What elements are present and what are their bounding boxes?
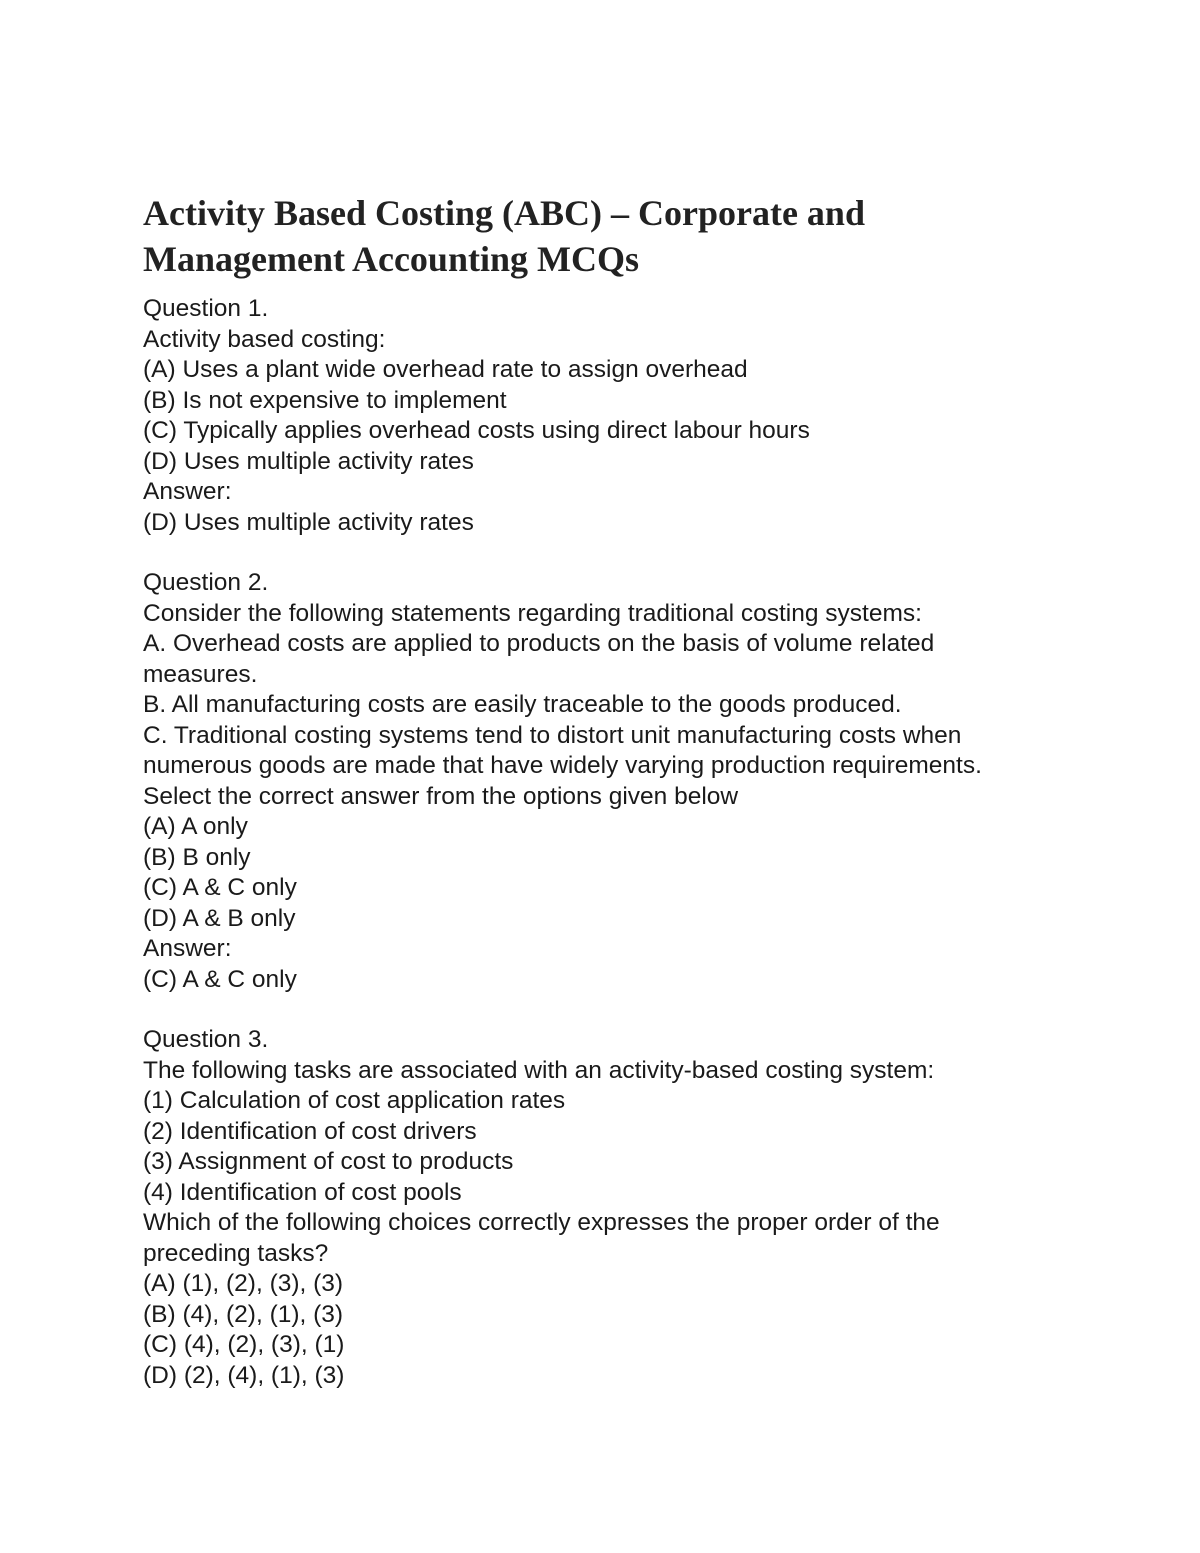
answer-label: Answer: (143, 478, 232, 505)
option-c: (C) Typically applies overhead costs using direct labour hours (143, 417, 810, 444)
question-heading: Question 2. (143, 569, 269, 596)
question-prompt-line: Which of the following choices correctly expresses the proper order of the (143, 1209, 940, 1236)
title-line-1: Activity Based Costing (ABC) – Corporate and (143, 193, 865, 233)
option-a: (A) A only (143, 813, 248, 840)
answer-text: (D) Uses multiple activity rates (143, 508, 474, 536)
option-d: (D) Uses multiple activity rates (143, 447, 474, 475)
document-title (143, 190, 1103, 282)
option-b: (B) (4), (2), (1), (3) (143, 1300, 344, 1328)
option-c: (C) A & C only (143, 874, 297, 901)
question-prompt-line: Select the correct answer from the options given below (143, 782, 739, 810)
question-1 (143, 294, 1103, 538)
question-prompt-line: The following tasks are associated with an activity-based costing system: (143, 1056, 935, 1084)
question-prompt-line: preceding tasks? (143, 1239, 329, 1267)
option-b: (B) B only (143, 843, 251, 871)
option-c: (C) (4), (2), (3), (1) (143, 1331, 345, 1358)
question-prompt-line: C. Traditional costing systems tend to distort unit manufacturing costs when (143, 721, 962, 749)
question-2 (143, 568, 1103, 995)
question-prompt-line: measures. (143, 660, 258, 688)
question-prompt-line: (4) Identification of cost pools (143, 1178, 462, 1206)
question-prompt-line: Consider the following statements regarding traditional costing systems: (143, 599, 922, 627)
question-prompt-line: B. All manufacturing costs are easily traceable to the goods produced. (143, 691, 902, 718)
question-prompt-line: numerous goods are made that have widely varying production requirements. (143, 752, 982, 779)
document-page (143, 190, 1103, 1391)
question-heading: Question 1. (143, 295, 269, 322)
option-d: (D) A & B only (143, 904, 296, 932)
option-a: (A) (1), (2), (3), (3) (143, 1270, 344, 1297)
option-d: (D) (2), (4), (1), (3) (143, 1361, 345, 1389)
answer-label: Answer: (143, 935, 232, 962)
title-line-2: Management Accounting MCQs (143, 239, 639, 279)
question-prompt-line: A. Overhead costs are applied to products on the basis of volume related (143, 630, 935, 657)
option-b: (B) Is not expensive to implement (143, 386, 507, 414)
question-prompt-line: (2) Identification of cost drivers (143, 1117, 477, 1145)
question-3 (143, 1025, 1103, 1391)
answer-text: (C) A & C only (143, 965, 297, 993)
question-heading: Question 3. (143, 1026, 269, 1053)
option-a: (A) Uses a plant wide overhead rate to assign overhead (143, 356, 748, 383)
question-prompt-line: Activity based costing: (143, 325, 386, 353)
question-prompt-line: (3) Assignment of cost to products (143, 1148, 514, 1175)
question-prompt-line: (1) Calculation of cost application rates (143, 1087, 566, 1114)
